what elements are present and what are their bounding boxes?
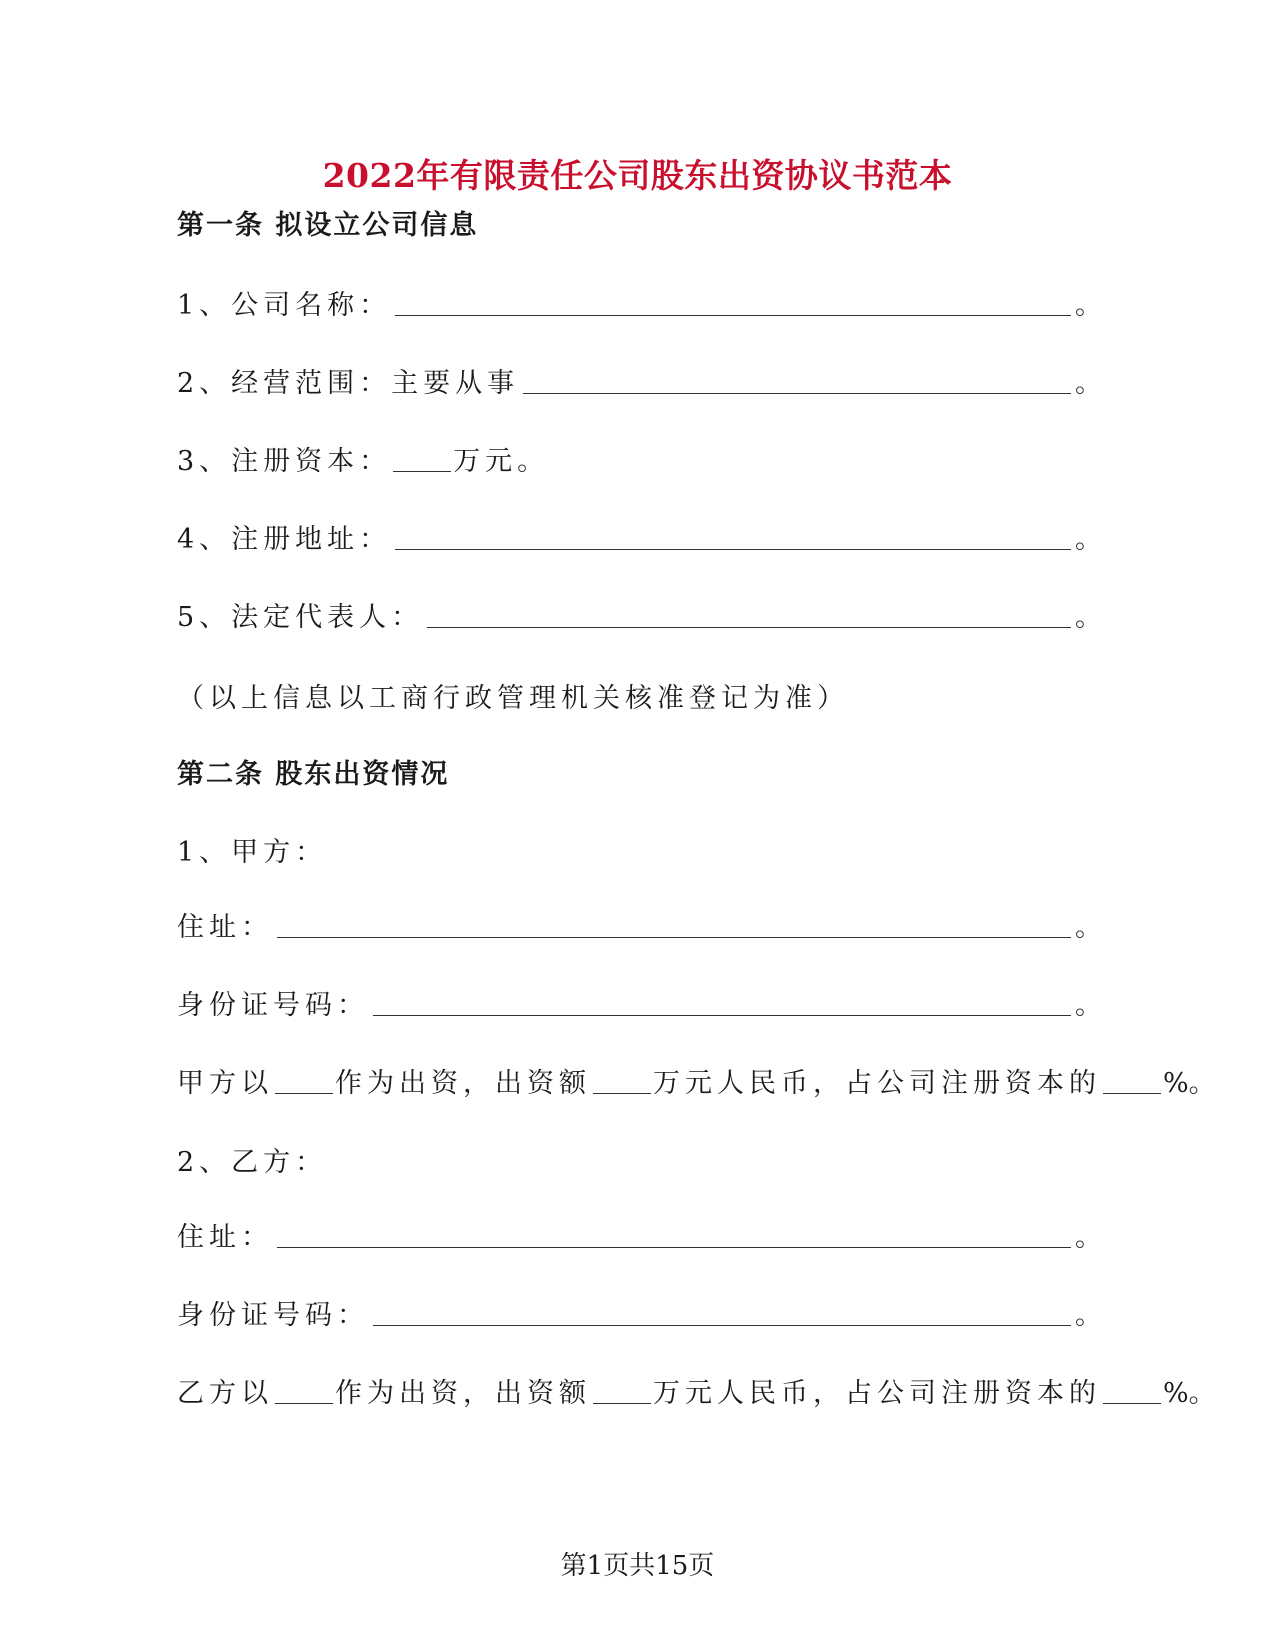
contrib-form-blank <box>275 1402 333 1404</box>
business-scope-blank <box>523 392 1071 394</box>
party-a-label: 1、甲方： <box>177 837 328 868</box>
party-b-address-line <box>177 1214 1102 1254</box>
party-a-address-line <box>177 904 1102 944</box>
company-name-line <box>177 282 1102 322</box>
id-number-label: 身份证号码： <box>177 1300 369 1331</box>
section2-heading: 第二条 股东出资情况 <box>177 759 450 790</box>
registered-capital-label: 3、注册资本： <box>177 446 392 477</box>
legal-rep-blank <box>427 626 1071 628</box>
period: 。 <box>1075 368 1102 399</box>
party-b-id-blank <box>373 1324 1071 1326</box>
address-label: 住址： <box>177 912 273 943</box>
contrib-percent-blank <box>1103 1402 1161 1404</box>
registered-capital-blank <box>393 470 451 472</box>
id-number-label: 身份证号码： <box>177 990 369 1021</box>
section1-heading: 第一条 拟设立公司信息 <box>177 210 479 241</box>
registered-address-line <box>177 516 1102 556</box>
party-b-label: 2、乙方： <box>177 1147 328 1178</box>
contrib-form-blank <box>275 1092 333 1094</box>
contrib-text: 万元人民币，占公司注册资本的 <box>653 1068 1101 1099</box>
business-scope-label: 2、经营范围：主要从事 <box>177 368 520 399</box>
period: 。 <box>1075 602 1102 633</box>
registration-note: （以上信息以工商行政管理机关核准登记为准） <box>177 683 849 714</box>
period: 。 <box>1075 990 1102 1021</box>
contrib-text: 作为出资，出资额 <box>335 1378 591 1409</box>
company-name-label: 1、公司名称： <box>177 290 392 321</box>
contrib-amount-blank <box>593 1092 651 1094</box>
period: 。 <box>1075 912 1102 943</box>
address-label: 住址： <box>177 1222 273 1253</box>
contrib-amount-blank <box>593 1402 651 1404</box>
party-a-address-blank <box>277 936 1071 938</box>
contrib-text: 万元人民币，占公司注册资本的 <box>653 1378 1101 1409</box>
contrib-text: %。 <box>1163 1068 1216 1099</box>
party-b-contribution-line <box>177 1370 1216 1410</box>
registered-capital-unit: 万元。 <box>453 446 550 477</box>
party-b-address-blank <box>277 1246 1071 1248</box>
party-a-contribution-line <box>177 1060 1216 1100</box>
registered-address-label: 4、注册地址： <box>177 524 392 555</box>
legal-rep-label: 5、法定代表人： <box>177 602 424 633</box>
company-name-blank <box>395 314 1071 316</box>
contrib-text: 作为出资，出资额 <box>335 1068 591 1099</box>
contrib-text: 甲方以 <box>177 1068 273 1099</box>
document-title: 2022年有限责任公司股东出资协议书范本 <box>322 156 953 195</box>
legal-rep-line <box>177 594 1102 634</box>
party-a-id-blank <box>373 1014 1071 1016</box>
period: 。 <box>1075 524 1102 555</box>
registered-capital-line <box>177 438 549 478</box>
contrib-percent-blank <box>1103 1092 1161 1094</box>
party-a-id-line <box>177 982 1102 1022</box>
page-footer: 第1页共15页 <box>560 1551 715 1581</box>
contrib-text: %。 <box>1163 1378 1216 1409</box>
business-scope-line <box>177 360 1102 400</box>
registered-address-blank <box>395 548 1071 550</box>
period: 。 <box>1075 290 1102 321</box>
period: 。 <box>1075 1300 1102 1331</box>
period: 。 <box>1075 1222 1102 1253</box>
contrib-text: 乙方以 <box>177 1378 273 1409</box>
party-b-id-line <box>177 1292 1102 1332</box>
